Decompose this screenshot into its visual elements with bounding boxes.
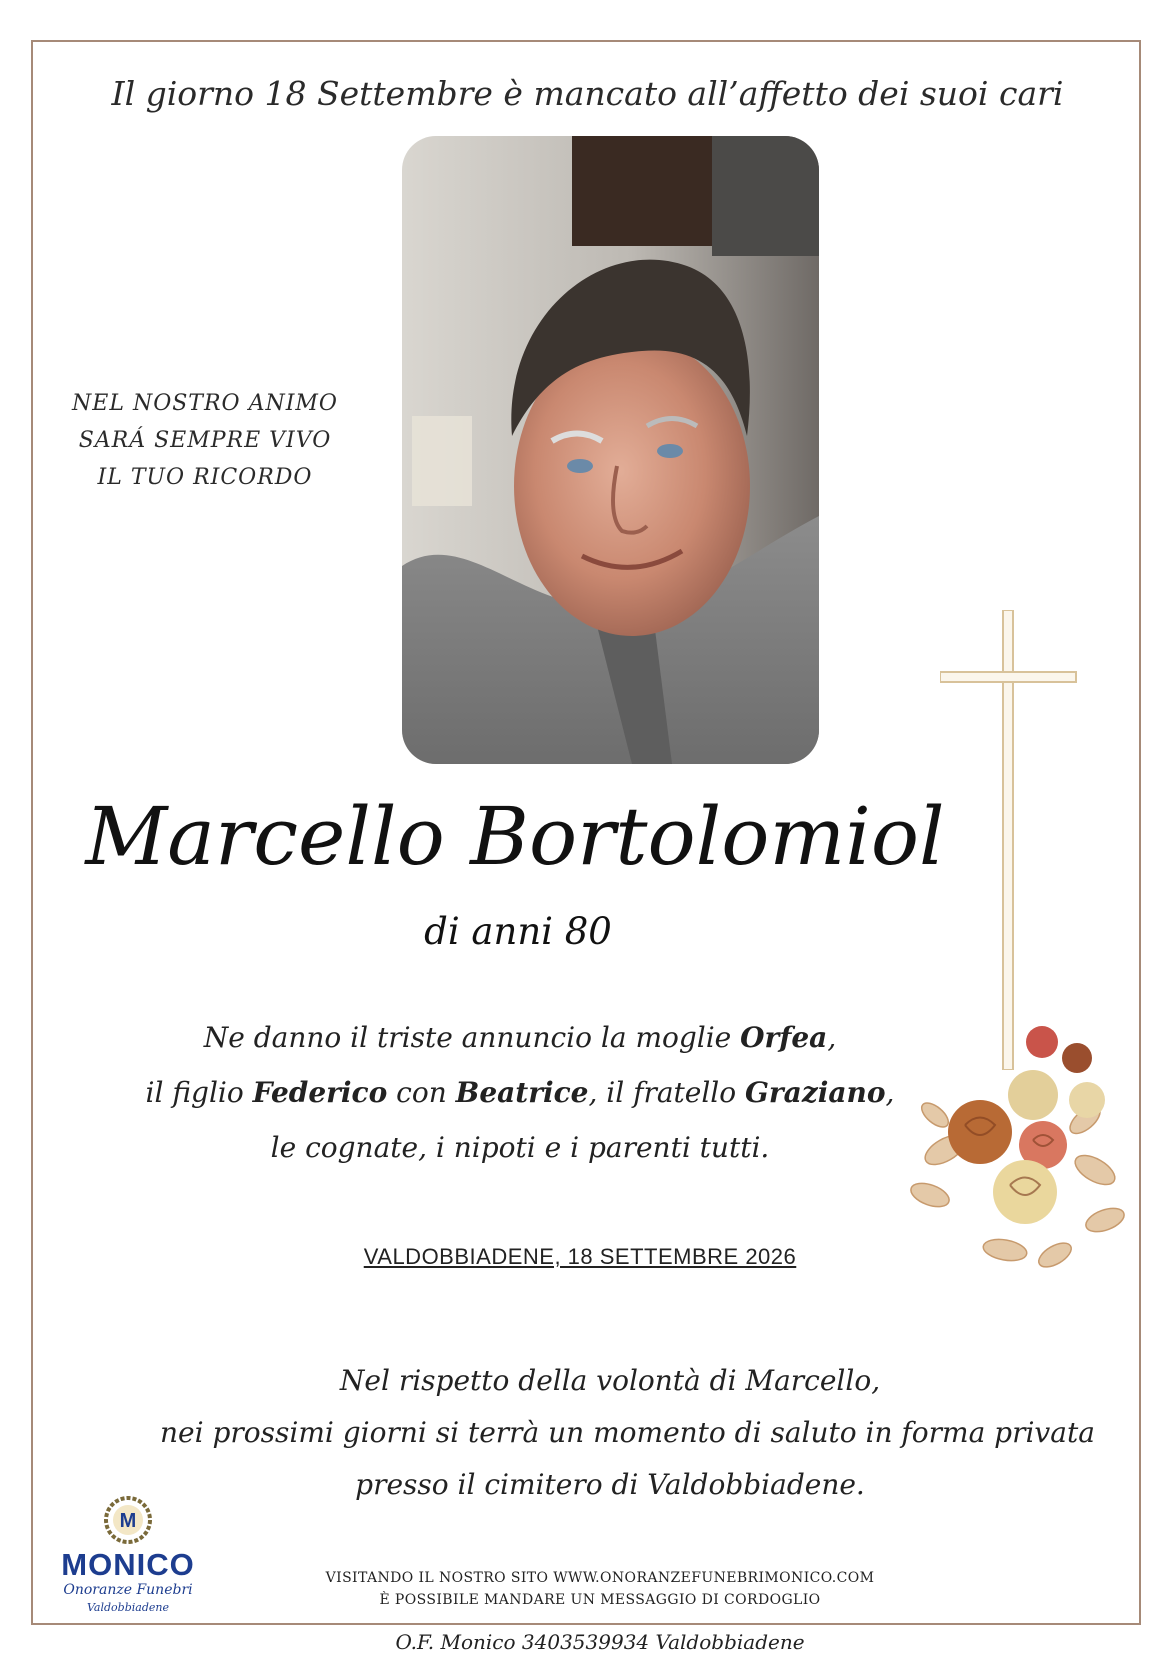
condolence-line: È POSSIBILE MANDARE UN MESSAGGIO DI CORDOGLIO — [379, 1592, 821, 1608]
announcement-text: , — [827, 1021, 837, 1054]
contact-line: O.F. Monico 3403539934 Valdobbiadene — [395, 1630, 805, 1654]
place-date: VALDOBBIADENE, 18 SETTEMBRE 2026 — [363, 1244, 797, 1269]
announcement-text: il figlio — [145, 1076, 253, 1109]
website-line: VISITANDO IL NOSTRO SITO WWW.ONORANZEFUNEBRIMONICO.COM — [325, 1570, 875, 1586]
notice-line: Nel rispetto della volontà di Marcello, — [339, 1364, 881, 1397]
wife-name: Orfea — [740, 1021, 828, 1054]
monico-logo — [48, 1495, 208, 1620]
logo-monogram: M — [119, 1510, 137, 1532]
deceased-name: Marcello Bortolomiol — [85, 790, 945, 883]
intro-line: Il giorno 18 Settembre è mancato all’affetto dei suoi cari — [111, 74, 1064, 113]
announcement-line — [120, 1010, 920, 1065]
motto-line: NEL NOSTRO ANIMO — [72, 391, 338, 416]
roses-decoration-icon — [905, 1020, 1135, 1270]
announcement-text: , — [885, 1076, 895, 1109]
wreath-monogram-icon — [103, 1495, 153, 1545]
logo-brand: MONICO — [61, 1547, 195, 1582]
announcement-text: con — [387, 1076, 456, 1109]
announcement-line — [120, 1065, 920, 1120]
logo-city: Valdobbiadene — [87, 1601, 169, 1614]
motto-line: IL TUO RICORDO — [97, 465, 313, 490]
announcement-text: , il fratello — [588, 1076, 746, 1109]
motto-line: SARÁ SEMPRE VIVO — [78, 428, 332, 453]
brother-name: Graziano — [745, 1076, 886, 1109]
announcement-line: le cognate, i nipoti e i parenti tutti. — [270, 1131, 770, 1164]
son-name: Federico — [252, 1076, 388, 1109]
notice-line: nei prossimi giorni si terrà un momento di saluto in forma privata — [160, 1416, 1095, 1449]
website-notice — [230, 1567, 970, 1611]
announcement-text: Ne danno il triste annuncio la moglie — [203, 1021, 741, 1054]
cross-icon — [940, 610, 1090, 1070]
logo-subtitle: Onoranze Funebri — [63, 1582, 193, 1598]
deceased-age: di anni 80 — [424, 910, 612, 953]
announcement — [120, 1010, 920, 1175]
funeral-notice — [160, 1355, 1095, 1511]
daughter-in-law-name: Beatrice — [455, 1076, 589, 1109]
motto — [70, 385, 340, 496]
notice-line: presso il cimitero di Valdobbiadene. — [355, 1468, 865, 1501]
portrait-photo — [402, 136, 819, 764]
